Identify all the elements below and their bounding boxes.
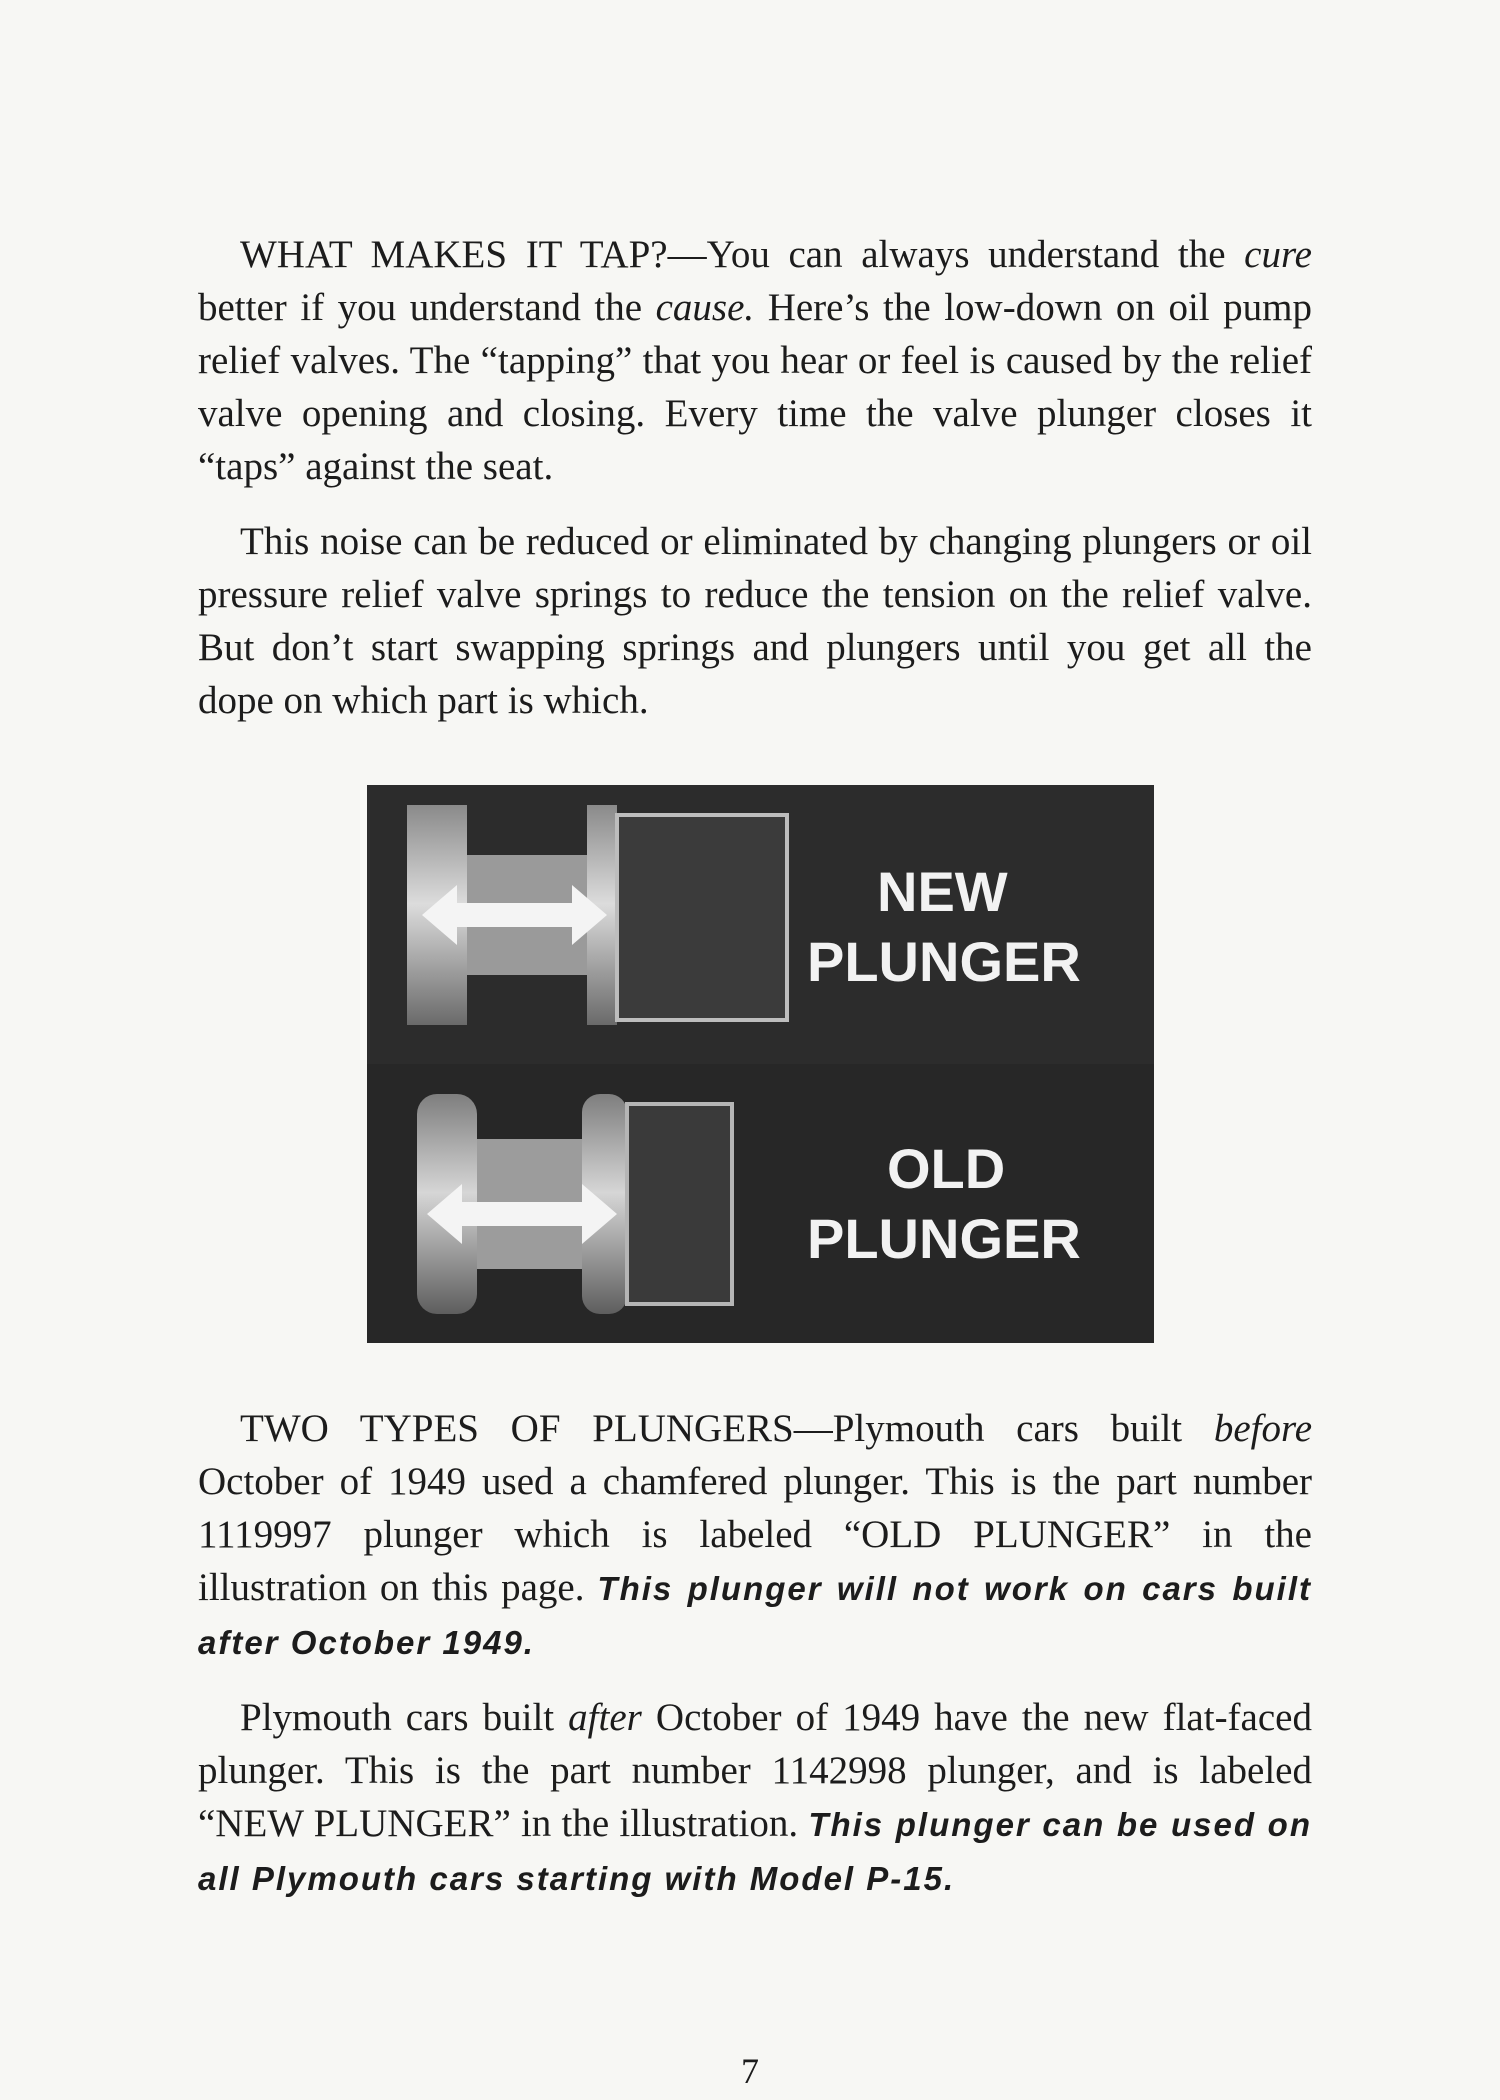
old-plunger-label — [807, 1134, 1081, 1274]
old-label-line2: PLUNGER — [807, 1207, 1081, 1270]
new-plunger-label — [807, 857, 1081, 997]
para3-before-italic: before — [1213, 1407, 1312, 1450]
para3-head: TWO TYPES OF PLUNGERS—Plymouth cars built — [240, 1407, 1214, 1450]
para4-bold-note: This plunger can be used on all Plymouth cars starting with Model P-15. — [198, 1806, 1312, 1897]
page-text-bottom — [198, 1402, 1312, 1927]
new-label-line1: NEW — [877, 860, 1008, 923]
plunger-illustration — [367, 785, 1154, 1343]
para1-mid: better if you understand the — [198, 286, 656, 329]
para1-head: WHAT MAKES IT TAP?—You can always understand the — [240, 233, 1245, 276]
old-label-line1: OLD — [887, 1137, 1006, 1200]
para4-after-italic: after — [568, 1696, 642, 1739]
paragraph-noise-reduction: This noise can be reduced or eliminated by changing plungers or oil pressure relief valve springs to reduce the tension on the relief valve. But don’t start swapping springs and plungers until you get all the dope on which part is which. — [198, 520, 1312, 722]
para1-cure-italic: cure — [1244, 233, 1312, 276]
para3-rest: October of 1949 used a chamfered plunger. This is the part number 1119997 plunger which is labeled “OLD PLUNGER” in the illustration on this page. — [198, 1460, 1312, 1609]
new-plunger-panel — [367, 785, 1154, 1064]
para1-rest: Here’s the low-down on oil pump relief valves. The “tapping” that you hear or feel is caused by the relief valve opening and closing. Every time the valve plunger closes it “taps” against the seat. — [198, 286, 1313, 488]
para4-head: Plymouth cars built — [240, 1696, 569, 1739]
paragraph-two-types — [198, 1402, 1312, 1669]
page-number: 7 — [741, 2051, 759, 2091]
new-label-line2: PLUNGER — [807, 930, 1081, 993]
old-plunger-panel — [367, 1064, 1154, 1343]
paragraph-what-makes-it-tap — [198, 228, 1312, 493]
paragraph-new-plunger — [198, 1691, 1312, 1905]
para1-cause-italic: cause. — [655, 286, 755, 329]
para3-bold-note: This plunger will not work on cars built after October 1949. — [198, 1570, 1312, 1661]
para4-rest: October of 1949 have the new flat-faced plunger. This is the part number 1142998 plunger, and is labeled “NEW PLUNGER” in the illustration. — [198, 1696, 1312, 1845]
page-text-top — [198, 228, 1312, 749]
